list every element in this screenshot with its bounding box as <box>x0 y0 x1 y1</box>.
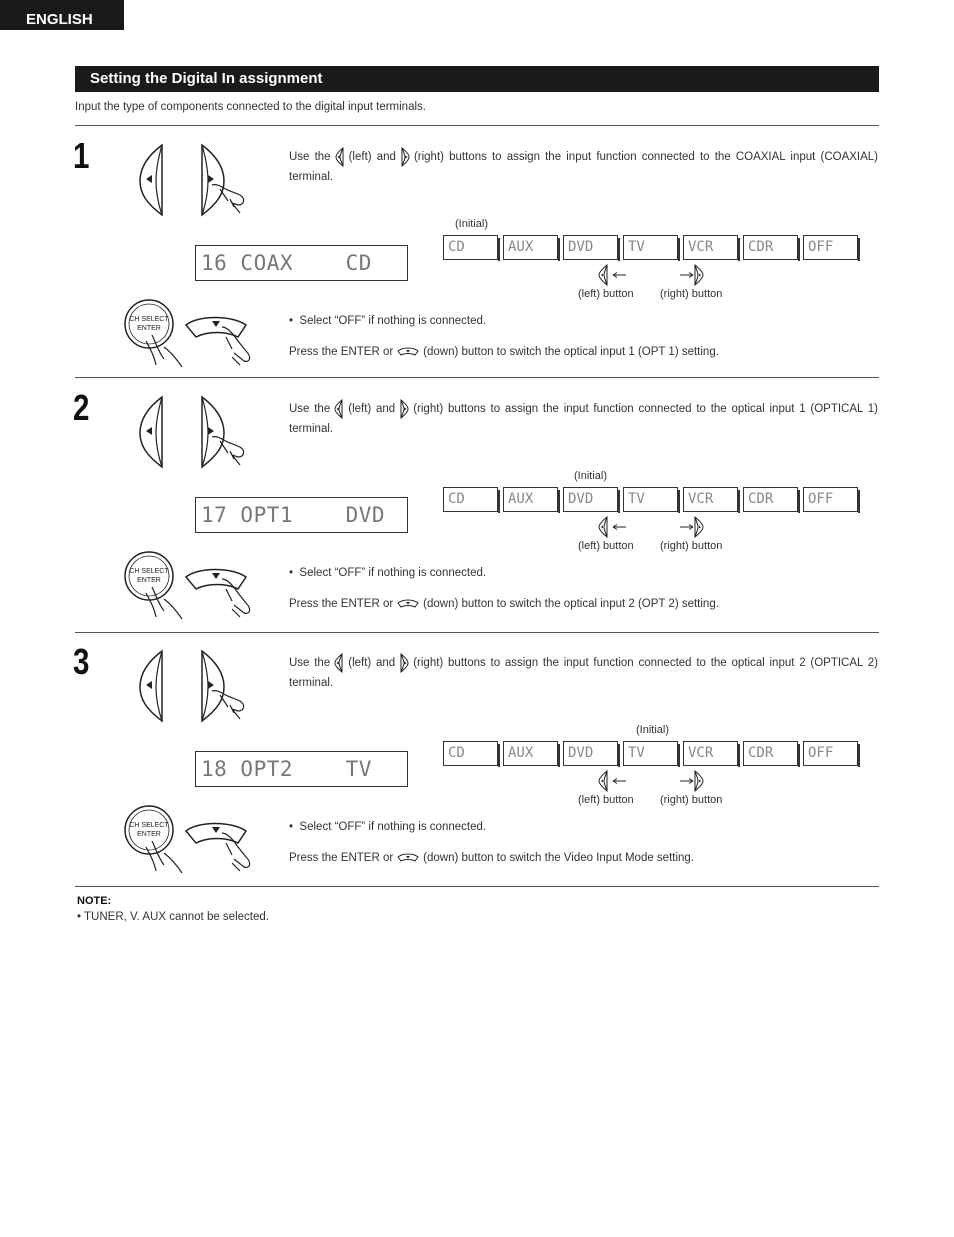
option-box-dvd: DVD <box>563 487 618 512</box>
step-number: 3 <box>73 641 90 682</box>
right-button-label: (right) button <box>660 794 723 806</box>
left-button-icon <box>335 147 345 167</box>
option-box-tv: TV <box>623 741 678 766</box>
step-1 <box>0 131 954 381</box>
left-right-button-diagram-icon <box>598 263 708 287</box>
option-box-off: OFF <box>803 741 858 766</box>
ch-select-enter-buttons-icon <box>122 803 262 875</box>
option-box-cdr: CDR <box>743 487 798 512</box>
divider <box>75 125 879 126</box>
option-box-aux: AUX <box>503 741 558 766</box>
lcd-display: 17 OPT1 DVD <box>195 497 408 533</box>
right-button-icon <box>399 399 409 419</box>
option-box-dvd: DVD <box>563 741 618 766</box>
initial-label: (Initial) <box>574 470 608 482</box>
lcd-display: 18 OPT2 TV <box>195 751 408 787</box>
svg-text:ENTER: ENTER <box>137 325 161 332</box>
step-number: 2 <box>73 387 90 428</box>
option-box-cd: CD <box>443 235 498 260</box>
svg-text:CH SELECT: CH SELECT <box>129 568 169 575</box>
option-box-cdr: CDR <box>743 741 798 766</box>
right-button-icon <box>399 653 409 673</box>
option-box-cd: CD <box>443 487 498 512</box>
left-button-label: (left) button <box>578 794 634 806</box>
instruction-text: Use the (left) and (right) buttons to assign the input function connected to the optical input 1 (OPTICAL 1) terminal. <box>289 399 878 439</box>
option-box-vcr: VCR <box>683 235 738 260</box>
left-button-label: (left) button <box>578 288 634 300</box>
option-box-vcr: VCR <box>683 487 738 512</box>
press-text: Press the ENTER or (down) button to switch the optical input 2 (OPT 2) setting. <box>289 598 719 610</box>
option-box-aux: AUX <box>503 235 558 260</box>
instruction-text: Use the (left) and (right) buttons to assign the input function connected to the COAXIAL input (COAXIAL) terminal. <box>289 147 878 187</box>
right-button-icon <box>400 147 410 167</box>
note-title: NOTE: <box>77 895 112 907</box>
left-right-button-diagram-icon <box>598 515 708 539</box>
bullet-text: • Select “OFF” if nothing is connected. <box>289 821 487 833</box>
language-tab: ENGLISH <box>0 0 124 30</box>
initial-label: (Initial) <box>455 218 489 230</box>
press-text: Press the ENTER or (down) button to switch the optical input 1 (OPT 1) setting. <box>289 346 719 358</box>
svg-text:CH SELECT: CH SELECT <box>129 822 169 829</box>
option-box-tv: TV <box>623 487 678 512</box>
down-button-icon <box>397 853 419 863</box>
svg-text:CH SELECT: CH SELECT <box>129 316 169 323</box>
step-number: 1 <box>73 135 90 176</box>
down-button-icon <box>397 599 419 609</box>
note-item: • TUNER, V. AUX cannot be selected. <box>77 911 269 923</box>
down-button-icon <box>397 347 419 357</box>
option-box-aux: AUX <box>503 487 558 512</box>
option-box-off: OFF <box>803 487 858 512</box>
left-right-arrow-buttons-icon <box>136 645 256 725</box>
svg-text:ENTER: ENTER <box>137 831 161 838</box>
ch-select-enter-buttons-icon <box>122 297 262 369</box>
option-box-off: OFF <box>803 235 858 260</box>
option-box-cdr: CDR <box>743 235 798 260</box>
ch-select-enter-buttons-icon <box>122 549 262 621</box>
bullet-text: • Select “OFF” if nothing is connected. <box>289 315 487 327</box>
left-right-button-diagram-icon <box>598 769 708 793</box>
step-3 <box>0 637 954 887</box>
right-button-label: (right) button <box>660 288 723 300</box>
press-text: Press the ENTER or (down) button to switch the Video Input Mode setting. <box>289 852 695 864</box>
option-box-cd: CD <box>443 741 498 766</box>
step-2 <box>0 383 954 633</box>
svg-text:ENTER: ENTER <box>137 577 161 584</box>
right-button-label: (right) button <box>660 540 723 552</box>
left-right-arrow-buttons-icon <box>136 139 256 219</box>
left-button-icon <box>334 399 344 419</box>
option-box-tv: TV <box>623 235 678 260</box>
bullet-text: • Select “OFF” if nothing is connected. <box>289 567 487 579</box>
left-button-label: (left) button <box>578 540 634 552</box>
initial-label: (Initial) <box>636 724 670 736</box>
section-title: Setting the Digital In assignment <box>75 66 879 92</box>
lcd-display: 16 COAX CD <box>195 245 408 281</box>
left-right-arrow-buttons-icon <box>136 391 256 471</box>
option-box-dvd: DVD <box>563 235 618 260</box>
option-box-vcr: VCR <box>683 741 738 766</box>
left-button-icon <box>334 653 344 673</box>
instruction-text: Use the (left) and (right) buttons to assign the input function connected to the optical input 2 (OPTICAL 2) terminal. <box>289 653 878 693</box>
intro-text: Input the type of components connected to the digital input terminals. <box>75 101 426 113</box>
